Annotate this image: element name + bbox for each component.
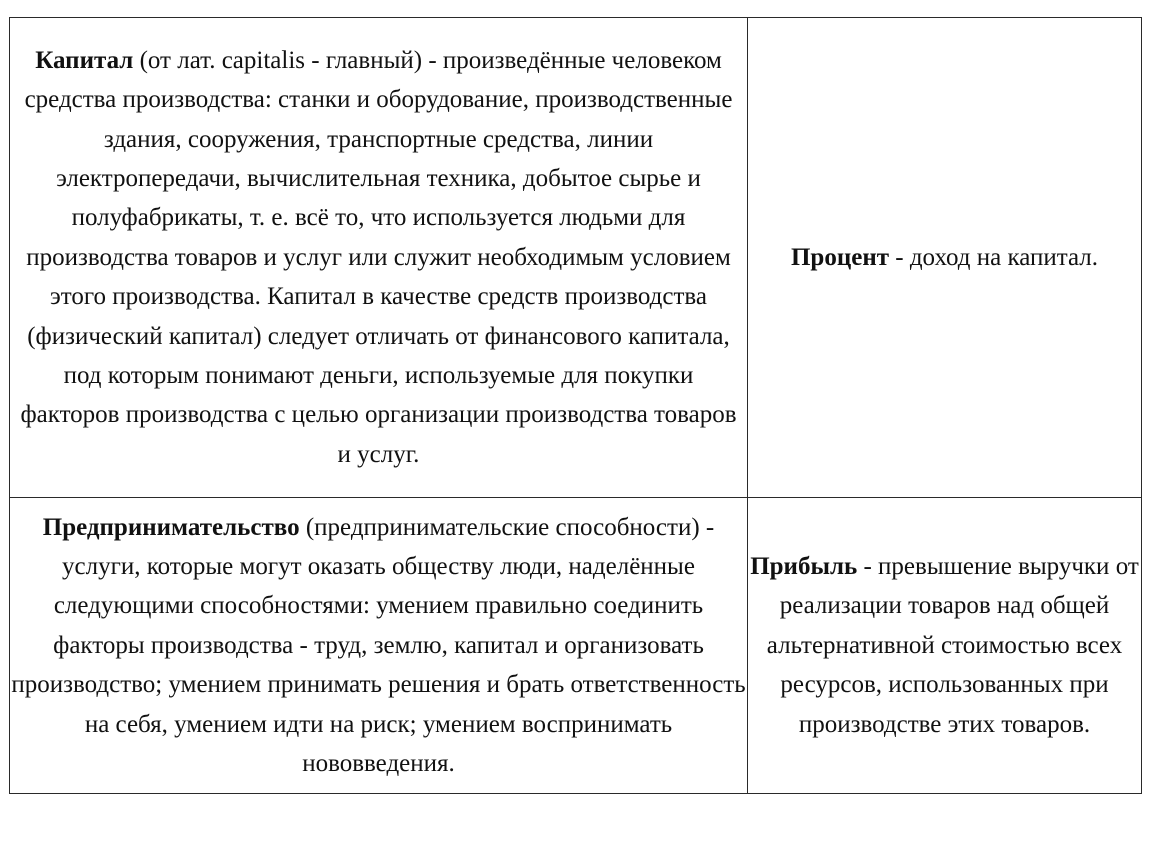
entrepreneurship-cell [10, 498, 748, 794]
capital-text [10, 41, 747, 474]
profit-text [748, 547, 1141, 744]
table-row [10, 498, 1142, 794]
entrepreneurship-term: Предпринимательство [42, 513, 300, 541]
capital-definition: (от лат. capitalis - главный) - произведённые человеком средства производства: станки и оборудование, производственные здания, сооружения, транспортные средства, линии электропередачи, вычислительная техника, добытое сырье и полуфабрикаты, т. е. всё то, что используется людьми для производства товаров и услуг или служит необходимым условием этого производства. Капитал в качестве средств производства (физический капитал) следует отличать от финансового капитала, под которым понимают деньги, используемые для покупки факторов производства с целью организации производства товаров и услуг. [20, 46, 737, 468]
capital-term: Капитал [35, 46, 134, 74]
entrepreneurship-text [10, 508, 747, 784]
definitions-table [9, 17, 1142, 794]
interest-cell [748, 18, 1142, 498]
table-row [10, 18, 1142, 498]
interest-definition: - доход на капитал. [889, 243, 1099, 271]
capital-cell [10, 18, 748, 498]
profit-definition: - превышение выручки от реализации товаров над общей альтернативной стоимостью всех ресурсов, использованных при производстве этих товаров. [766, 552, 1139, 738]
profit-term: Прибыль [750, 552, 858, 580]
entrepreneurship-definition: (предпринимательские способности) - услуги, которые могут оказать обществу люди, наделённые следующими способностями: умением правильно соединить факторы производства - труд, землю, капитал и организовать производство; умением принимать решения и брать ответственность на себя, умением идти на риск; умением воспринимать нововведения. [11, 513, 746, 778]
profit-cell [748, 498, 1142, 794]
interest-term: Процент [790, 243, 890, 271]
interest-text [748, 238, 1141, 277]
